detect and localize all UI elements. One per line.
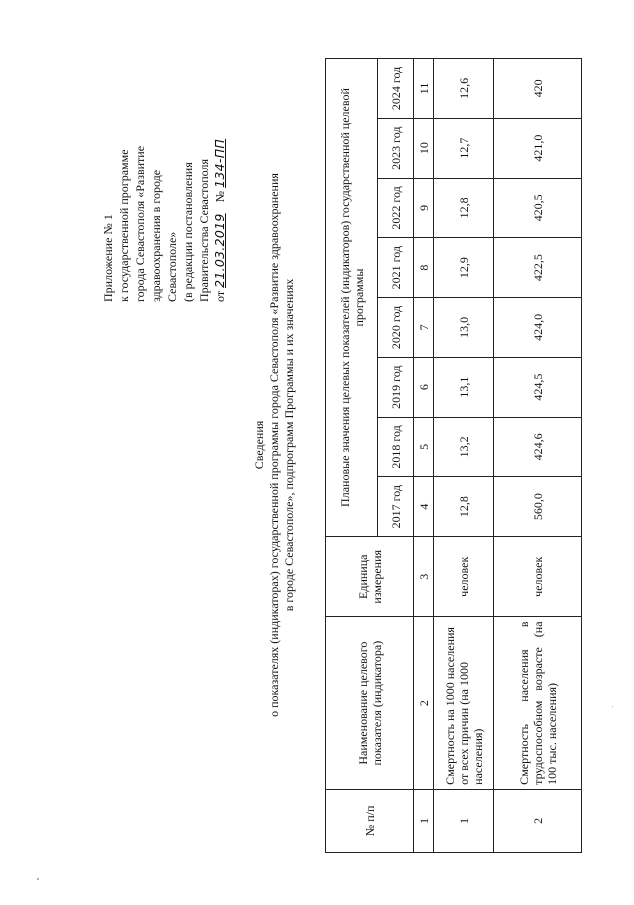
column-number: 6	[414, 357, 434, 417]
header-no: № п/п	[326, 789, 414, 852]
row-value: 12,6	[434, 59, 494, 119]
column-number: 11	[414, 59, 434, 119]
header-year: 2020 год	[378, 298, 414, 358]
row-unit: человек	[494, 537, 582, 617]
table-row	[434, 59, 494, 853]
heading-line: о показателях (индикаторах) государственной программы города Севастополя «Развитие здравоохранения	[267, 173, 281, 717]
header-year: 2022 год	[378, 178, 414, 238]
appendix-line: к государственной программе	[117, 149, 131, 302]
column-number: 1	[414, 789, 434, 852]
appendix-line: города Севастополя «Развитие	[133, 145, 147, 302]
header-year: 2019 год	[378, 357, 414, 417]
scan-speck	[612, 706, 613, 707]
appendix-line: здравоохранения в городе	[149, 169, 163, 302]
column-number: 2	[414, 617, 434, 789]
appendix-line: Севастополе»	[165, 231, 179, 302]
header-year: 2024 год	[378, 59, 414, 119]
row-value: 424,6	[494, 417, 582, 477]
row-value: 421,0	[494, 118, 582, 178]
row-value: 560,0	[494, 477, 582, 537]
header-year: 2023 год	[378, 118, 414, 178]
date-prefix: от	[213, 290, 227, 302]
column-number: 3	[414, 537, 434, 617]
row-value: 12,8	[434, 178, 494, 238]
appendix-line: (в редакции постановления	[181, 162, 195, 302]
row-value: 12,7	[434, 118, 494, 178]
column-number: 10	[414, 118, 434, 178]
column-number: 8	[414, 238, 434, 298]
row-value: 13,0	[434, 298, 494, 358]
handwritten-date: 21.03.2019	[212, 213, 227, 288]
heading-title: Сведения	[252, 420, 266, 470]
row-no: 2	[494, 789, 582, 852]
appendix-note	[100, 62, 228, 302]
heading-line: в городе Севастополе», подпрограмм Программы и их значениях	[282, 278, 296, 612]
indicators-table	[325, 58, 582, 853]
row-indicator-name: Смертность населения в трудоспособном возрасте (на 100 тыс. населения)	[494, 617, 582, 789]
row-value: 420	[494, 59, 582, 119]
row-unit: человек	[434, 537, 494, 617]
scan-speck	[37, 878, 39, 880]
row-value: 12,9	[434, 238, 494, 298]
number-prefix: №	[213, 190, 227, 203]
row-value: 424,5	[494, 357, 582, 417]
column-number: 4	[414, 477, 434, 537]
appendix-line: Правительства Севастополя	[197, 158, 211, 302]
row-value: 424,0	[494, 298, 582, 358]
header-year: 2021 год	[378, 238, 414, 298]
column-number: 7	[414, 298, 434, 358]
column-number: 9	[414, 178, 434, 238]
header-planned-values: Плановые значения целевых показателей (индикаторов) государственной целевой программы	[326, 59, 378, 537]
row-value: 12,8	[434, 477, 494, 537]
column-number: 5	[414, 417, 434, 477]
row-value: 13,2	[434, 417, 494, 477]
row-no: 1	[434, 789, 494, 852]
appendix-date-line	[212, 62, 228, 302]
document-heading	[252, 45, 297, 845]
header-year: 2017 год	[378, 477, 414, 537]
row-indicator-name: Смертность на 1000 населения от всех причин (на 1000 населения)	[434, 617, 494, 789]
appendix-title: Приложение № 1	[101, 214, 115, 302]
row-value: 420,5	[494, 178, 582, 238]
table-row	[494, 59, 582, 853]
row-value: 13,1	[434, 357, 494, 417]
header-name: Наименование целевого показателя (индикатора)	[326, 617, 414, 789]
handwritten-number: 134-ПП	[212, 138, 227, 188]
header-unit: Единица измерения	[326, 537, 414, 617]
column-number-row	[414, 59, 434, 853]
table-header-row	[326, 59, 378, 853]
row-value: 422,5	[494, 238, 582, 298]
header-year: 2018 год	[378, 417, 414, 477]
